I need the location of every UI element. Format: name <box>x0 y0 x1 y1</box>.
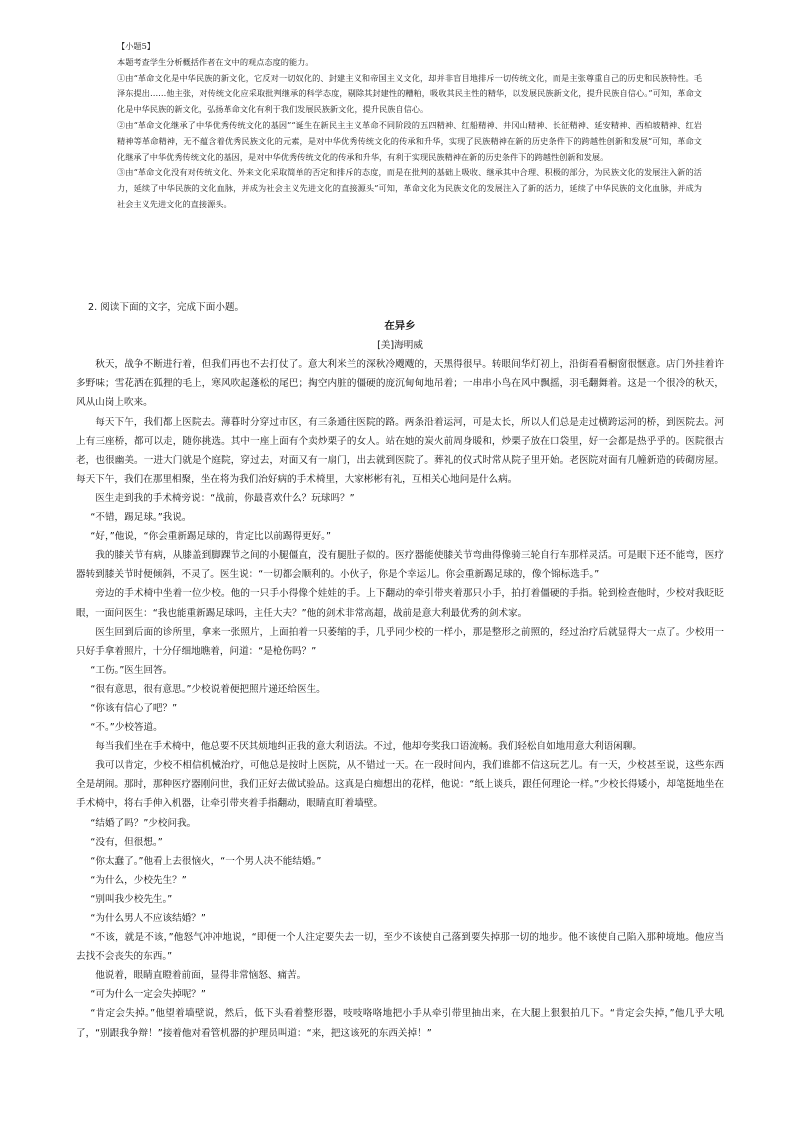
reading-section <box>76 298 724 1043</box>
story-paragraph: “不错，踢足球。”我说。 <box>90 512 192 524</box>
story-paragraph: “肯定会失掉。”他望着墙壁说，然后，低下头看着整形器，吱吱咯咯地把小手从牵引带里抽出来，在大腿上狠狠拍几下。“肯定会失掉，”他几乎大吼了，“别跟我争辩！”接着他对看管机器的护理员叫道：“来，把这该死的东西关掉！” <box>76 1008 724 1039</box>
story-paragraph: 我的膝关节有病，从膝盖到脚踝节之间的小腿僵直，没有腿肚子似的。医疗器能使膝关节弯曲得像骑三轮自行车那样灵活。可是眼下还不能弯，医疗器转到膝关节时便倾斜，不灵了。医生说：“一切都会顺利的。小伙子，你是个幸运儿。你会重新踢足球的，像个锦标选手。” <box>76 550 724 581</box>
story-author: [美]海明威 <box>377 340 423 352</box>
answer-line: 本题考查学生分析概括作者在文中的观点态度的能力。 <box>117 56 314 67</box>
story-paragraph: 每当我们坐在手术椅中，他总要不厌其烦地纠正我的意大利语法。不过，他却夸奖我口语流畅。我们轻松自如地用意大利语闲聊。 <box>95 741 643 753</box>
answer-line: ②由“革命文化继承了中华优秀传统文化的基因”“诞生在新民主主义革命不同阶段的五四精神、红船精神、井冈山精神、长征精神、延安精神、西柏坡精神、红岩精神等革命精神，无不蕴含着优秀民族文化的元素，是对中华优秀传统文化的传承和升华，实现了民族精神在新的历史条件下的跨越性创新和发展”可知，革命文化继承了中华优秀传统文化的基因，是对中华优秀传统文化的传承和升华，有利于实现民族精神在新的历史条件下的跨越性创新和发展。 <box>117 119 702 162</box>
story-paragraph: “别叫我少校先生。” <box>90 893 173 905</box>
answer-line: ①由“革命文化是中华民族的新文化，它反对一切奴化的、封建主义和帝国主义文化，却并非盲目地排斥一切传统文化，而是主张尊重自己的历史和民族特性。毛泽东提出……他主张，对传统文化应采取批判继承的科学态度，剔除其封建性的糟粕，吸收其民主性的精华，以发展民族新文化，提升民族自信心。”可知，革命文化是中华民族的新文化，弘扬革命文化有利于我们发展民族新文化，提升民族自信心。 <box>117 72 702 115</box>
story-paragraph: 旁边的手术椅中坐着一位少校。他的一只手小得像个娃娃的手。上下翻动的牵引带夹着那只小手，拍打着僵硬的手指。轮到检查他时，少校对我眨眨眼，一面问医生：“我也能重新踢足球吗，主任大夫？”他的剑术非常高超，战前是意大利最优秀的剑术家。 <box>76 588 724 619</box>
story-paragraph: “没有，但很想。” <box>90 836 163 848</box>
story-paragraph: “不。”少校答道。 <box>90 722 163 734</box>
story-paragraph: 医生回到后面的诊所里，拿来一张照片，上面拍着一只萎缩的手，几乎同少校的一样小，那是整形之前照的，经过治疗后就显得大一点了。少校用一只好手拿着照片，十分仔细地瞧着，问道：“是枪伤吗？” <box>76 626 724 657</box>
answer-section <box>117 39 702 213</box>
story-paragraph: “好，”他说，“你会重新踢足球的，肯定比以前踢得更好。” <box>90 531 331 543</box>
question-prompt: 2. 阅读下面的文字，完成下面小题。 <box>88 302 245 313</box>
answer-label: 【小题5】 <box>117 41 155 51</box>
story-paragraph: 每天下午，我们都上医院去。薄暮时分穿过市区，有三条通往医院的路。两条沿着运河，可是太长，所以人们总是走过横跨运河的桥，到医院去。河上有三座桥，都可以走，随你挑选。其中一座上面有个卖炒栗子的女人。站在她的炭火前周身暖和，炒栗子放在口袋里，好一会都是热乎乎的。医院很古老，也很幽美。一进大门就是个庭院，穿过去，对面又有一扇门，出去就到医院了。葬礼的仪式时常从院子里开始。老医院对面有几幢新造的砖砌房屋。每天下午，我们在那里相聚，坐在将为我们治好病的手术椅里，大家彬彬有礼，互相关心地问是什么病。 <box>76 416 724 485</box>
story-paragraph: 他说着，眼睛直瞪着前面，显得非常恼怒、痛苦。 <box>95 970 307 982</box>
story-title: 在异乡 <box>384 320 416 333</box>
story-paragraph: 秋天，战争不断进行着，但我们再也不去打仗了。意大利米兰的深秋冷飕飕的，天黑得很早。转眼间华灯初上，沿街看看橱窗很惬意。店门外挂着许多野味；雪花洒在狐狸的毛上，寒风吹起蓬松的尾巴；掏空内脏的僵硬的庞沉甸甸地吊着；一串串小鸟在风中飘摇，羽毛翻舞着。这是一个很冷的秋天，风从山岗上吹来。 <box>76 359 724 409</box>
answer-line: ③由“革命文化没有对传统文化、外来文化采取简单的否定和排斥的态度，而是在批判的基础上吸收、继承其中合理、积极的部分，为民族文化的发展注入新的活力，延续了中华民族的文化血脉，并成为社会主义先进文化的直接源头”可知，革命文化为民族文化的发展注入了新的活力，延续了中华民族的文化血脉，并成为社会主义先进文化的直接源头。 <box>117 167 702 209</box>
story-paragraph: “为什么，少校先生？” <box>90 874 187 886</box>
story-paragraph: “很有意思，很有意思。”少校说着便把照片递还给医生。 <box>90 683 326 695</box>
story-paragraph: “你太蠢了。”他看上去很恼火，“一个男人决不能结婚。” <box>90 855 322 867</box>
story-paragraph: 医生走到我的手术椅旁说：“战前，你最喜欢什么？玩球吗？” <box>95 492 355 504</box>
story-paragraph: “不该，就是不该，”他怒气冲冲地说，“即便一个人注定要失去一切，至少不该使自己落到要失掉那一切的地步。他不该使自己陷入那种境地。他应当去找不会丧失的东西。” <box>76 932 724 963</box>
story-paragraph: “可为什么一定会失掉呢？” <box>90 989 206 1001</box>
story-paragraph: “为什么男人不应该结婚？” <box>90 913 206 924</box>
story-paragraph: “结婚了吗？”少校问我。 <box>90 817 197 829</box>
story-paragraph: 我可以肯定，少校不相信机械治疗，可他总是按时上医院，从不错过一天。在一段时间内，我们谁都不信这玩艺儿。有一天，少校甚至说，这些东西全是胡闹。那时，那种医疗器刚问世，我们正好去做试验品。这真是白痴想出的花样，他说：“纸上谈兵，跟任何理论一样。”少校长得矮小，却笔挺地坐在手术椅中，将右手伸入机器，让牵引带夹着手指翻动，眼睛直盯着墙壁。 <box>76 760 724 810</box>
story-paragraph: “你该有信心了吧？” <box>90 702 178 714</box>
story-paragraph: “工伤。”医生回答。 <box>90 664 173 676</box>
